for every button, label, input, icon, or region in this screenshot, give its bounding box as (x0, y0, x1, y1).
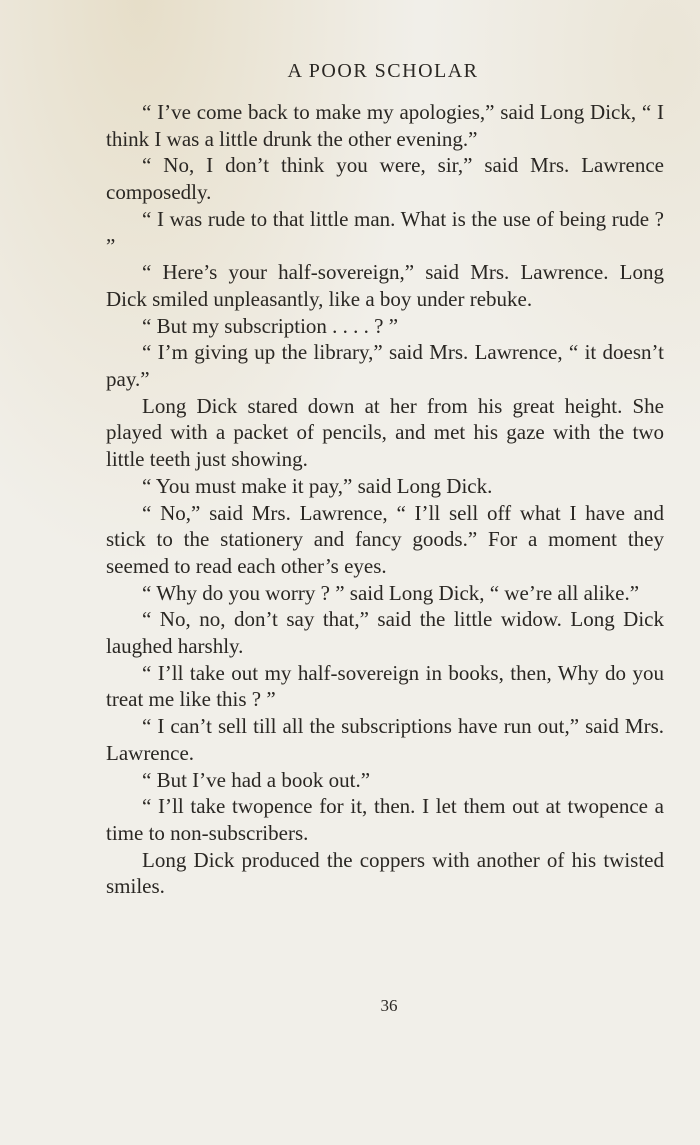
paragraph: “ I was rude to that little man. What is the use of being rude ? ” (106, 206, 664, 258)
paragraph: “ But I’ve had a book out.” (142, 767, 371, 792)
paragraph: “ Here’s your half-sovereign,” said Mrs. Lawrence. Long Dick smiled unpleasantly, like a boy under rebuke. (106, 260, 664, 311)
page-number: 36 (380, 996, 398, 1015)
paragraph: “ No,” said Mrs. Lawrence, “ I’ll sell off what I have and stick to the stationery and fancy goods.” For a moment they seemed to read each other’s eyes. (106, 500, 664, 578)
paragraph: Long Dick produced the coppers with another of his twisted smiles. (106, 847, 664, 899)
paragraph: “ No, no, don’t say that,” said the little widow. Long Dick laughed harshly. (106, 607, 664, 659)
paragraph: “ I’m giving up the library,” said Mrs. Lawrence, “ it doesn’t pay.” (106, 340, 664, 392)
paragraph: “ Why do you worry ? ” said Long Dick, “ we’re all alike.” (142, 580, 640, 605)
body-text (106, 99, 664, 900)
paragraph: “ I can’t sell till all the subscriptions have run out,” said Mrs. Lawrence. (106, 714, 664, 765)
paragraph: “ I’ll take twopence for it, then. I let them out at twopence a time to non-subscribers. (106, 794, 664, 845)
paragraph: “ No, I don’t think you were, sir,” said Mrs. Lawrence composedly. (106, 153, 664, 205)
paragraph: Long Dick stared down at her from his great height. She played with a packet of pencils, and met his gaze with the two little teeth just showing. (106, 393, 664, 472)
paragraph: “ You must make it pay,” said Long Dick. (142, 473, 493, 498)
running-head: A POOR SCHOLAR (287, 60, 479, 82)
paragraph: “ But my subscription . . . . ? ” (142, 313, 399, 338)
paragraph: “ I’ll take out my half-sovereign in books, then, Why do you treat me like this ? ” (106, 660, 664, 712)
paragraph: “ I’ve come back to make my apologies,” said Long Dick, “ I think I was a little drunk the other evening.” (106, 100, 664, 151)
